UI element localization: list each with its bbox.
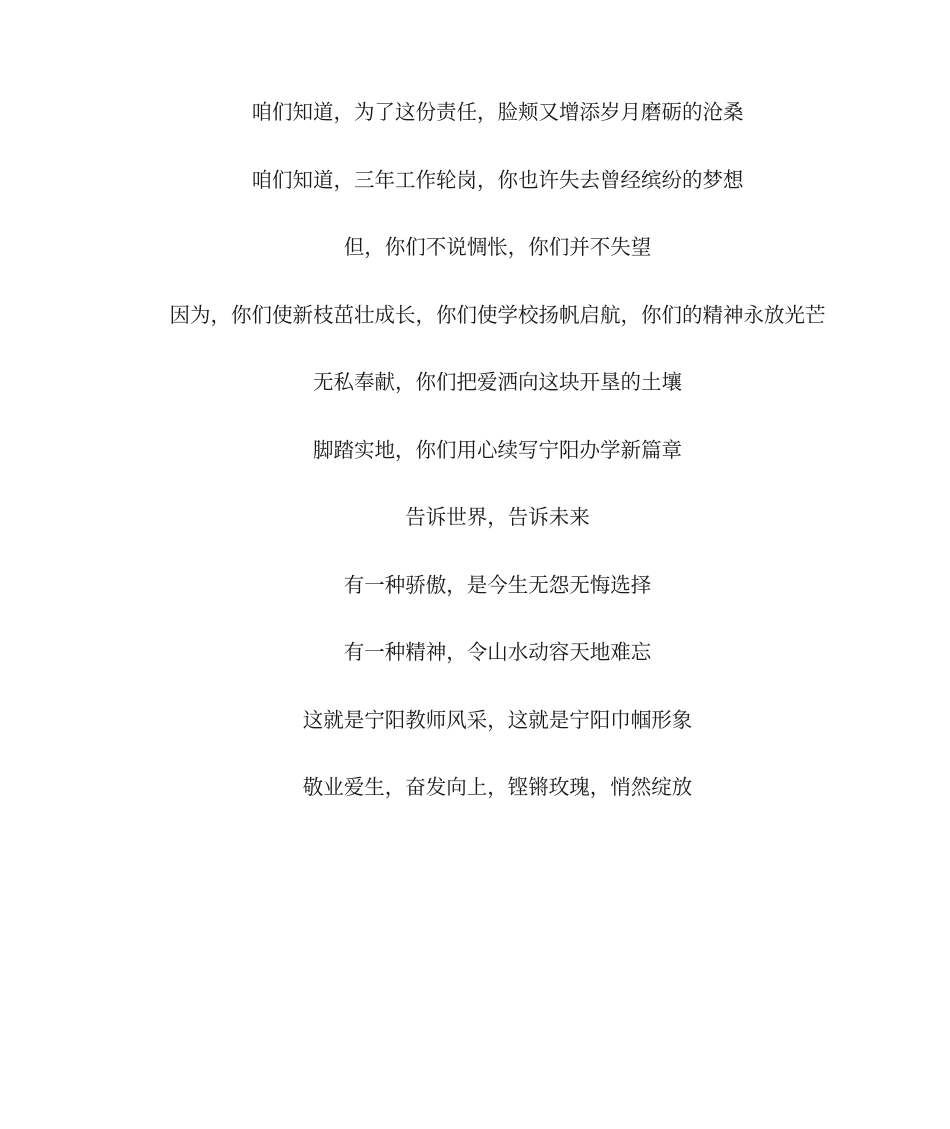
poem-body [160,95,835,838]
poem-line: 脚踏实地，你们用心续写宁阳办学新篇章 [313,437,682,462]
poem-line: 但，你们不说惆怅，你们并不失望 [343,235,652,259]
poem-line: 咱们知道，为了这份责任，脸颊又增添岁月磨砺的沧桑 [251,100,744,124]
poem-line: 无私奉献，你们把爱洒向这块开垦的土壤 [313,370,682,394]
poem-line: 有一种精神，令山水动容天地难忘 [343,640,652,664]
poem-line: 有一种骄傲，是今生无怨无悔选择 [343,572,652,597]
poem-line: 告诉世界，告诉未来 [405,505,590,529]
poem-line: 这就是宁阳教师风采，这就是宁阳巾帼形象 [302,707,693,732]
poem-line: 咱们知道，三年工作轮岗，你也许失去曾经缤纷的梦想 [251,167,744,192]
poem-line: 敬业爱生，奋发向上，铿锵玫瑰，悄然绽放 [302,775,693,799]
poem-line: 因为，你们使新枝茁壮成长，你们使学校扬帆启航，你们的精神永放光芒 [169,302,826,327]
